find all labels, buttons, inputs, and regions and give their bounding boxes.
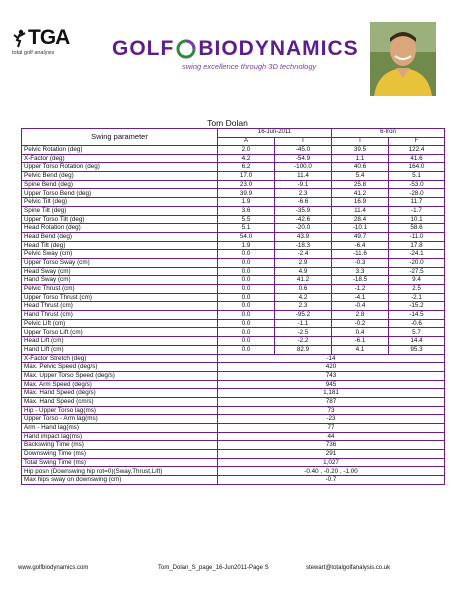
row-value: -35.9	[275, 206, 332, 215]
table-row	[22, 337, 445, 346]
row-label: Pelvic Tilt (deg)	[22, 198, 218, 207]
club-header: 6-Iron	[332, 129, 445, 138]
summary-label: Max hips sway on downswing (cm)	[22, 476, 218, 485]
table-row	[22, 232, 445, 241]
summary-row	[22, 380, 445, 389]
row-value: 16.9	[332, 198, 389, 207]
table-row	[22, 285, 445, 294]
row-value: 17.0	[218, 172, 275, 181]
row-value: 0.0	[218, 258, 275, 267]
table-row	[22, 276, 445, 285]
row-value: 1.9	[218, 198, 275, 207]
row-value: -6.4	[332, 241, 389, 250]
row-label: Head Lift (cm)	[22, 337, 218, 346]
summary-row	[22, 450, 445, 459]
summary-label: Downswing Time (ms)	[22, 450, 218, 459]
summary-value: 44	[218, 432, 445, 441]
param-header: Swing parameter	[22, 129, 218, 146]
row-value: 6.2	[218, 163, 275, 172]
brand-tagline: swing excellence through 3D technology	[182, 62, 317, 71]
summary-label: Max. Pelvic Speed (deg/s)	[22, 363, 218, 372]
table-row	[22, 302, 445, 311]
row-value: 41.2	[332, 189, 389, 198]
row-value: 2.5	[389, 285, 445, 294]
row-value: -100.0	[275, 163, 332, 172]
position-header: T	[275, 137, 332, 146]
row-label: X-Factor (deg)	[22, 154, 218, 163]
footer-website[interactable]: www.golfbiodynamics.com	[18, 565, 89, 571]
row-value: 0.0	[218, 319, 275, 328]
row-value: -53.0	[389, 180, 445, 189]
row-value: 11.4	[332, 206, 389, 215]
row-value: -11.0	[389, 232, 445, 241]
summary-label: Hip - Upper Torso lag(ms)	[22, 406, 218, 415]
summary-label: Max. Hand Speed (deg/s)	[22, 389, 218, 398]
summary-label: Hand impact lag(ms)	[22, 432, 218, 441]
footer-doc-name: Tom_Dolan_S_page_16-Jun2011-Page S	[158, 565, 269, 571]
row-value: -0.3	[332, 258, 389, 267]
row-value: -2.4	[275, 250, 332, 259]
table-row	[22, 198, 445, 207]
row-value: 39.9	[218, 189, 275, 198]
summary-value: 743	[218, 371, 445, 380]
row-value: 95.3	[389, 345, 445, 354]
date-header: 16-Jun-2011	[218, 129, 332, 138]
summary-label: Total Swing Time (ms)	[22, 458, 218, 467]
row-value: 164.0	[389, 163, 445, 172]
position-header: A	[218, 137, 275, 146]
table-row	[22, 267, 445, 276]
summary-value: 736	[218, 441, 445, 450]
summary-row	[22, 424, 445, 433]
row-value: -95.2	[275, 311, 332, 320]
row-value: 23.0	[218, 180, 275, 189]
row-value: 39.5	[332, 146, 389, 155]
row-value: 5.5	[218, 215, 275, 224]
summary-row	[22, 389, 445, 398]
player-name: Tom Dolan	[207, 118, 248, 128]
row-value: -18.5	[332, 276, 389, 285]
row-value: 3.6	[218, 206, 275, 215]
table-row	[22, 293, 445, 302]
row-value: 0.0	[218, 311, 275, 320]
row-value: 49.7	[332, 232, 389, 241]
summary-row	[22, 371, 445, 380]
summary-value: 73	[218, 406, 445, 415]
summary-value: -0.40 , -0.20 , -1.00	[218, 467, 445, 476]
row-value: 2.0	[218, 146, 275, 155]
swing-table	[21, 128, 445, 485]
row-value: -18.3	[275, 241, 332, 250]
row-label: Head Rotation (deg)	[22, 224, 218, 233]
row-value: -2.5	[275, 328, 332, 337]
row-label: Head Sway (cm)	[22, 267, 218, 276]
footer-email[interactable]: stewart@totalgolfanalysis.co.uk	[306, 565, 391, 571]
row-value: -45.0	[275, 146, 332, 155]
row-value: -6.1	[332, 337, 389, 346]
row-value: 5.7	[389, 328, 445, 337]
row-value: 0.0	[218, 293, 275, 302]
table-row	[22, 180, 445, 189]
swirl-icon	[175, 38, 197, 60]
tga-logo-text: TGA	[28, 26, 70, 49]
summary-value: 1,027	[218, 458, 445, 467]
row-value: 0.0	[218, 337, 275, 346]
row-value: 4.1	[332, 345, 389, 354]
row-value: 0.0	[218, 276, 275, 285]
row-value: -11.6	[332, 250, 389, 259]
row-label: Pelvic Bend (deg)	[22, 172, 218, 181]
row-label: Upper Torso Tilt (deg)	[22, 215, 218, 224]
row-label: Pelvic Thrust (cm)	[22, 285, 218, 294]
row-label: Spine Bend (deg)	[22, 180, 218, 189]
row-label: Upper Torso Lift (cm)	[22, 328, 218, 337]
row-value: 5.1	[389, 172, 445, 181]
table-row	[22, 241, 445, 250]
summary-row	[22, 397, 445, 406]
row-value: -28.0	[389, 189, 445, 198]
row-value: -9.1	[275, 180, 332, 189]
row-label: Head Tilt (deg)	[22, 241, 218, 250]
row-value: -1.2	[332, 285, 389, 294]
row-value: -0.4	[332, 302, 389, 311]
row-value: 58.6	[389, 224, 445, 233]
row-value: 3.3	[332, 267, 389, 276]
row-label: Hand Thrust (cm)	[22, 311, 218, 320]
row-label: Upper Torso Thrust (cm)	[22, 293, 218, 302]
summary-value: 1,181	[218, 389, 445, 398]
row-value: 0.0	[218, 345, 275, 354]
row-value: 0.0	[218, 328, 275, 337]
summary-label: Max. Arm Speed (deg/s)	[22, 380, 218, 389]
row-value: -2.1	[389, 293, 445, 302]
row-value: 9.4	[389, 276, 445, 285]
row-label: Hand Lift (cm)	[22, 345, 218, 354]
row-label: Upper Torso Sway (cm)	[22, 258, 218, 267]
position-header: F	[389, 137, 445, 146]
table-row	[22, 311, 445, 320]
row-value: 11.4	[275, 172, 332, 181]
row-label: Pelvic Sway (cm)	[22, 250, 218, 259]
table-row	[22, 215, 445, 224]
row-value: -15.2	[389, 302, 445, 311]
row-label: Hand Sway (cm)	[22, 276, 218, 285]
golf-biodynamics-logo	[112, 38, 364, 78]
summary-row	[22, 441, 445, 450]
tga-tagline: total golf analysis	[12, 50, 55, 56]
summary-label: Upper Torso - Arm lag(ms)	[22, 415, 218, 424]
row-value: 2.3	[275, 302, 332, 311]
summary-value: 945	[218, 380, 445, 389]
row-value: 2.9	[275, 258, 332, 267]
table-row	[22, 250, 445, 259]
row-value: 1.9	[218, 241, 275, 250]
row-label: Head Thrust (cm)	[22, 302, 218, 311]
row-value: 43.9	[275, 232, 332, 241]
summary-label: Backswing Time (ms)	[22, 441, 218, 450]
summary-row	[22, 458, 445, 467]
row-value: 0.0	[218, 302, 275, 311]
row-value: 2.8	[332, 311, 389, 320]
summary-value: -23	[218, 415, 445, 424]
table-row	[22, 154, 445, 163]
table-row	[22, 146, 445, 155]
row-label: Pelvic Rotation (deg)	[22, 146, 218, 155]
summary-row	[22, 363, 445, 372]
table-row	[22, 172, 445, 181]
summary-row	[22, 467, 445, 476]
summary-value: 291	[218, 450, 445, 459]
row-value: 14.4	[389, 337, 445, 346]
row-value: 4.2	[218, 154, 275, 163]
summary-label: Max. Hand Speed (cm/s)	[22, 397, 218, 406]
summary-value: 787	[218, 397, 445, 406]
golfer-silhouette-icon	[12, 29, 27, 48]
row-value: 82.9	[275, 345, 332, 354]
row-value: -1.1	[275, 319, 332, 328]
player-photo	[370, 22, 436, 96]
row-value: 54.0	[218, 232, 275, 241]
table-row	[22, 328, 445, 337]
row-value: 0.0	[218, 285, 275, 294]
row-value: 5.4	[332, 172, 389, 181]
row-value: 41.2	[275, 276, 332, 285]
tga-logo	[12, 27, 72, 63]
row-value: -6.6	[275, 198, 332, 207]
summary-label: X-Factor Stretch (deg)	[22, 354, 218, 363]
brand-part1: GOLF	[112, 37, 175, 60]
row-value: 40.6	[332, 163, 389, 172]
brand-part2: BIODYNAMICS	[198, 37, 359, 60]
row-value: 11.7	[389, 198, 445, 207]
summary-label: Hip posn (Downswing hip rot=0)(Sway,Thrust,Lift)	[22, 467, 218, 476]
row-label: Pelvic Lift (cm)	[22, 319, 218, 328]
row-value: -54.9	[275, 154, 332, 163]
summary-label: Arm - Hand lag(ms)	[22, 424, 218, 433]
row-value: 1.1	[332, 154, 389, 163]
row-value: 2.3	[275, 189, 332, 198]
row-value: -1.7	[389, 206, 445, 215]
row-label: Head Bend (deg)	[22, 232, 218, 241]
row-value: -14.5	[389, 311, 445, 320]
row-value: 28.4	[332, 215, 389, 224]
row-value: 0.4	[332, 328, 389, 337]
summary-row	[22, 415, 445, 424]
row-value: -42.6	[275, 215, 332, 224]
row-value: -20.0	[389, 258, 445, 267]
row-value: 5.1	[218, 224, 275, 233]
summary-value: -14	[218, 354, 445, 363]
summary-label: Max. Upper Torso Speed (deg/s)	[22, 371, 218, 380]
row-value: 10.1	[389, 215, 445, 224]
row-value: -24.1	[389, 250, 445, 259]
summary-row	[22, 406, 445, 415]
row-value: -2.2	[275, 337, 332, 346]
row-value: -27.5	[389, 267, 445, 276]
position-header: I	[332, 137, 389, 146]
summary-value: 420	[218, 363, 445, 372]
summary-row	[22, 354, 445, 363]
table-row	[22, 319, 445, 328]
row-value: 17.8	[389, 241, 445, 250]
summary-value: 77	[218, 424, 445, 433]
table-row	[22, 206, 445, 215]
row-value: -0.2	[332, 319, 389, 328]
row-value: 4.2	[275, 293, 332, 302]
row-value: -4.1	[332, 293, 389, 302]
table-row	[22, 258, 445, 267]
summary-row	[22, 432, 445, 441]
row-value: 0.6	[275, 285, 332, 294]
row-label: Upper Torso Bend (deg)	[22, 189, 218, 198]
row-value: -0.6	[389, 319, 445, 328]
row-value: 0.0	[218, 267, 275, 276]
row-label: Spine Tilt (deg)	[22, 206, 218, 215]
row-value: 41.6	[389, 154, 445, 163]
table-row	[22, 163, 445, 172]
summary-value: -0.7	[218, 476, 445, 485]
row-value: 122.4	[389, 146, 445, 155]
table-row	[22, 345, 445, 354]
row-label: Upper Torso Rotation (deg)	[22, 163, 218, 172]
table-row	[22, 224, 445, 233]
row-value: 25.8	[332, 180, 389, 189]
row-value: 0.0	[218, 250, 275, 259]
row-value: -10.1	[332, 224, 389, 233]
row-value: -20.0	[275, 224, 332, 233]
table-row	[22, 189, 445, 198]
row-value: 4.9	[275, 267, 332, 276]
summary-row	[22, 476, 445, 485]
